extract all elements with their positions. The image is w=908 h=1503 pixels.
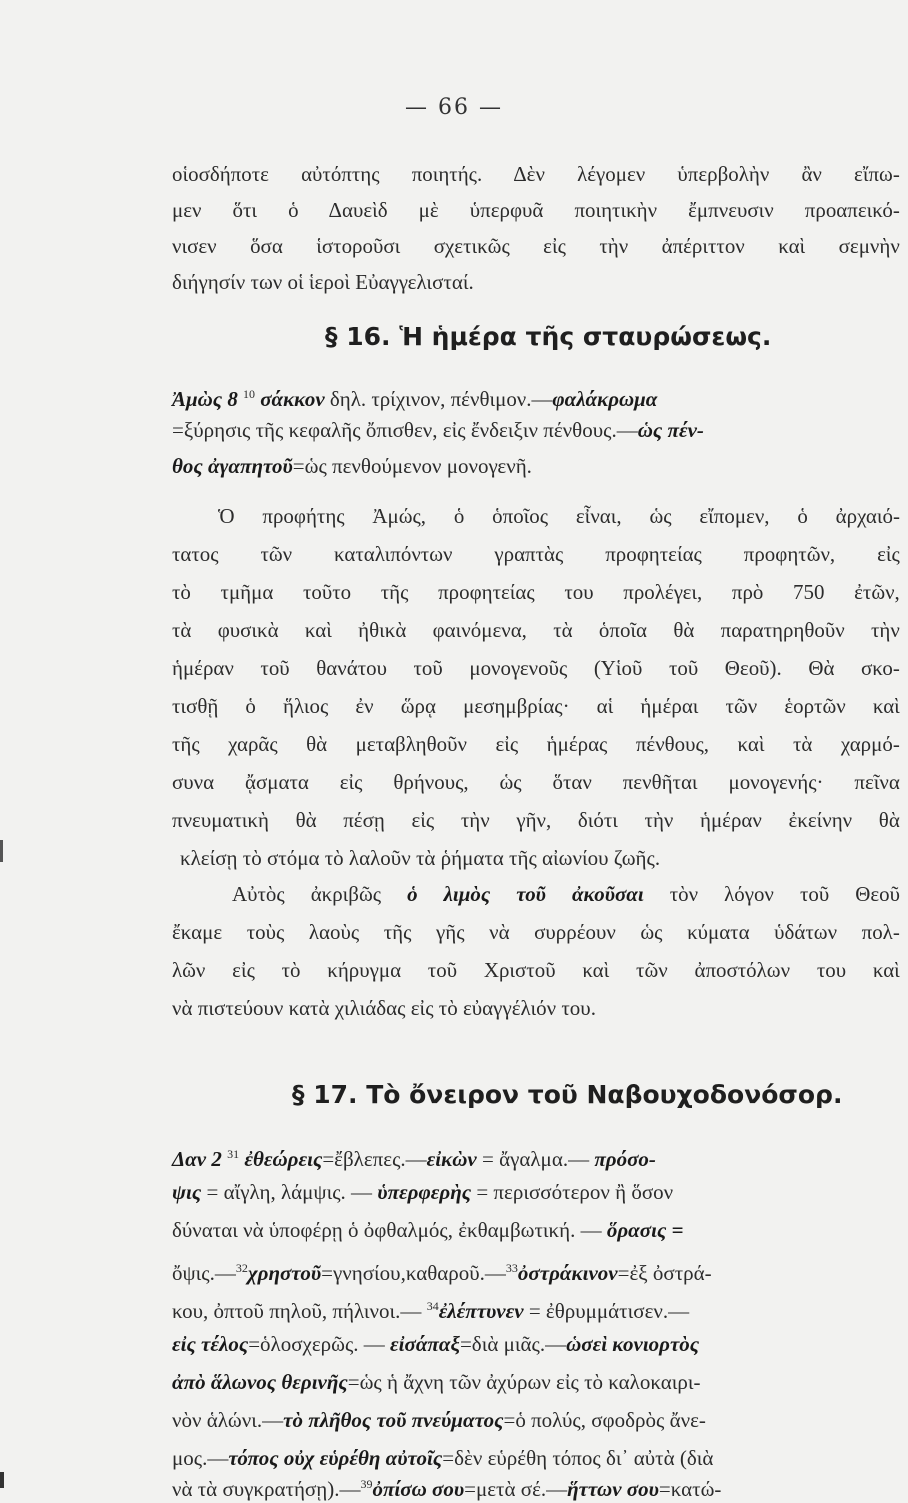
- gloss-def: ὄψις.—: [172, 1261, 236, 1285]
- gloss-def: = αἴγλη, λάμψις. —: [201, 1180, 378, 1204]
- text-run: τὸν λόγον τοῦ Θεοῦ: [643, 882, 900, 906]
- gloss-def: =ὡς ἡ ἄχνη τῶν ἀχύρων εἰς τὸ καλοκαιρι-: [347, 1370, 701, 1394]
- gloss-def: δύναται νὰ ὑποφέρῃ ὁ ὀφθαλμός, ἐκθαμβωτική. —: [172, 1218, 607, 1242]
- gloss-term: ψις: [172, 1180, 202, 1204]
- gloss-term: τόπος οὐχ εὑρέθη αὐτοῖς: [228, 1446, 443, 1470]
- text-line: μεν ὅτι ὁ Δαυεὶδ μὲ ὑπερφυᾶ ποιητικὴν ἔμπνευσιν προαπεικό-: [172, 198, 900, 222]
- gloss-def: νὰ τὰ συγκρατήσῃ).—: [172, 1477, 361, 1501]
- gloss-def: =γνησίου,καθαροῦ.—: [321, 1261, 506, 1285]
- text-line: [232, 880, 900, 908]
- gloss-term: φαλάκρωμα: [552, 387, 658, 411]
- gloss-line: [172, 1178, 673, 1206]
- text-line: Ὁ προφήτης Ἀμώς, ὁ ὁποῖος εἶναι, ὡς εἴπομεν, ὁ ἀρχαιό-: [218, 504, 900, 528]
- gloss-line: [172, 1140, 656, 1173]
- text-line: λῶν εἰς τὸ κήρυγμα τοῦ Χριστοῦ καὶ τῶν ἀποστόλων του καὶ: [172, 958, 900, 982]
- gloss-line: [172, 1470, 721, 1503]
- gloss-term: ἀπὸ ἅλωνος θερινῆς: [172, 1370, 348, 1394]
- gloss-term: ὀπίσω σου: [372, 1477, 465, 1501]
- gloss-line: [172, 1216, 684, 1244]
- gloss-def: =ἐξ ὀστρά-: [617, 1261, 712, 1285]
- gloss-line: [172, 1292, 689, 1325]
- gloss-term: ὡσεὶ κονιορτὸς: [566, 1332, 700, 1356]
- gloss-def: =δὲν εὑρέθη τόπος δι᾽ αὐτὰ (διὰ: [442, 1446, 714, 1470]
- gloss-line: [172, 1254, 712, 1287]
- gloss-line: [172, 452, 532, 480]
- text-line: τῆς χαρᾶς θὰ μεταβληθοῦν εἰς ἡμέρας πένθους, καὶ τὰ χαρμό-: [172, 732, 900, 756]
- emphasis-run: ὁ λιμὸς τοῦ ἀκοῦσαι: [407, 882, 644, 906]
- gloss-def: = περισσότερον ἢ ὅσον: [471, 1180, 674, 1204]
- gloss-line: [172, 1330, 699, 1358]
- gloss-def: = ἐθρυμμάτισεν.—: [523, 1299, 690, 1323]
- verse-number: 34: [426, 1299, 439, 1313]
- gloss-term: εἰσάπαξ: [390, 1332, 460, 1356]
- text-run: Αὐτὸς ἀκριβῶς: [232, 882, 408, 906]
- text-line: ἡμέραν τοῦ θανάτου τοῦ μονογενοῦς (Υἱοῦ τοῦ Θεοῦ). Θὰ σκο-: [172, 656, 900, 680]
- gloss-def: =ὁ πολύς, σφοδρὸς ἄνε-: [503, 1408, 706, 1432]
- verse-number: 33: [505, 1261, 518, 1275]
- gloss-line: [172, 1406, 706, 1434]
- verse-number: 32: [235, 1261, 248, 1275]
- text-line: διήγησίν των οἱ ἱεροὶ Εὐαγγελισταί.: [172, 270, 474, 294]
- text-line: οἱοσδήποτε αὐτόπτης ποιητής. Δὲν λέγομεν ὑπερβολὴν ἂν εἴπω-: [172, 162, 900, 186]
- text-line: νισεν ὅσα ἱστοροῦσι σχετικῶς εἰς τὴν ἀπέριττον καὶ σεμνὴν: [172, 234, 900, 258]
- gloss-def: μος.—: [172, 1446, 229, 1470]
- verse-number: 31: [227, 1147, 240, 1161]
- gloss-line: [172, 1444, 713, 1472]
- gloss-term: ἥττων σου: [567, 1477, 659, 1501]
- gloss-term: τὸ πλῆθος τοῦ πνεύματος: [283, 1408, 504, 1432]
- text-line: κλείσῃ τὸ στόμα τὸ λαλοῦν τὰ ῥήματα τῆς αἰωνίου ζωῆς.: [180, 846, 661, 870]
- gloss-line: [172, 416, 704, 444]
- gloss-line: [172, 380, 900, 413]
- text-line: πνευματικὴ θὰ πέσῃ εἰς τὴν γῆν, διότι τὴν ἡμέραν ἐκείνην θὰ: [172, 808, 900, 832]
- gloss-term: ὀστράκινον: [517, 1261, 618, 1285]
- gloss-ref: Δαν 2: [172, 1147, 222, 1171]
- verse-number: 39: [360, 1477, 373, 1491]
- gloss-term: ἐθεώρεις: [244, 1147, 323, 1171]
- gloss-term: ὅρασις =: [606, 1218, 684, 1242]
- scan-mark: [0, 1472, 4, 1488]
- gloss-ref: Ἀμὼς 8: [172, 387, 238, 411]
- gloss-def: =ὡς πενθούμενον μονογενῆ.: [292, 454, 532, 478]
- text-line: νὰ πιστεύουν κατὰ χιλιάδας εἰς τὸ εὐαγγέλιόν του.: [172, 996, 596, 1020]
- text-line: τὸ τμῆμα τοῦτο τῆς προφητείας του προλέγει, πρὸ 750 ἐτῶν,: [172, 580, 900, 604]
- text-line: συνα ᾄσματα εἰς θρήνους, ὡς ὅταν πενθῆται μονογενής· πεῖνα: [172, 770, 900, 794]
- gloss-term: ἐλέπτυνεν: [438, 1299, 524, 1323]
- gloss-def: =ξύρησις τῆς κεφαλῆς ὄπισθεν, εἰς ἔνδειξιν πένθους.—: [172, 418, 638, 442]
- gloss-line: [172, 1368, 701, 1396]
- gloss-def: = ἄγαλμα.—: [476, 1147, 595, 1171]
- gloss-term: ὑπερφερὴς: [377, 1180, 472, 1204]
- gloss-term: εἰκὼν: [426, 1147, 477, 1171]
- gloss-def: =διὰ μιᾶς.—: [459, 1332, 567, 1356]
- gloss-term: ὡς πέν-: [637, 418, 704, 442]
- gloss-def: δηλ. τρίχινον, πένθιμον.—: [324, 387, 553, 411]
- gloss-def: =μετὰ σέ.—: [464, 1477, 568, 1501]
- text-line: τὰ φυσικὰ καὶ ἠθικὰ φαινόμενα, τὰ ὁποῖα θὰ παρατηρηθοῦν τὴν: [172, 618, 900, 642]
- gloss-def: =ὁλοσχερῶς. —: [248, 1332, 391, 1356]
- gloss-term: εἰς τέλος: [172, 1332, 249, 1356]
- gloss-def: =ἔβλεπες.—: [322, 1147, 427, 1171]
- section-heading-17: § 17. Τὸ ὄνειρον τοῦ Ναβουχοδονόσορ.: [292, 1080, 843, 1109]
- page-number: — 66 —: [405, 95, 503, 120]
- verse-number: 10: [243, 387, 255, 401]
- text-line: τισθῇ ὁ ἥλιος ἐν ὥρᾳ μεσημβρίας· αἱ ἡμέραι τῶν ἑορτῶν καὶ: [172, 694, 900, 718]
- scan-mark: [0, 840, 3, 862]
- gloss-term: θος ἀγαπητοῦ: [172, 454, 293, 478]
- gloss-def: νὸν ἁλώνι.—: [172, 1408, 284, 1432]
- gloss-term: πρόσο-: [594, 1147, 656, 1171]
- text-line: τατος τῶν καταλιπόντων γραπτὰς προφητείας προφητῶν, εἰς: [172, 542, 900, 566]
- text-line: ἔκαμε τοὺς λαοὺς τῆς γῆς νὰ συρρέουν ὡς κύματα ὑδάτων πολ-: [172, 920, 900, 944]
- gloss-def: κου, ὀπτοῦ πηλοῦ, πήλινοι.—: [172, 1299, 427, 1323]
- gloss-term: σάκκον: [260, 387, 325, 411]
- section-heading-16: § 16. Ἡ ἡμέρα τῆς σταυρώσεως.: [325, 322, 772, 351]
- gloss-def: =κατώ-: [658, 1477, 722, 1501]
- gloss-term: χρηστοῦ: [247, 1261, 322, 1285]
